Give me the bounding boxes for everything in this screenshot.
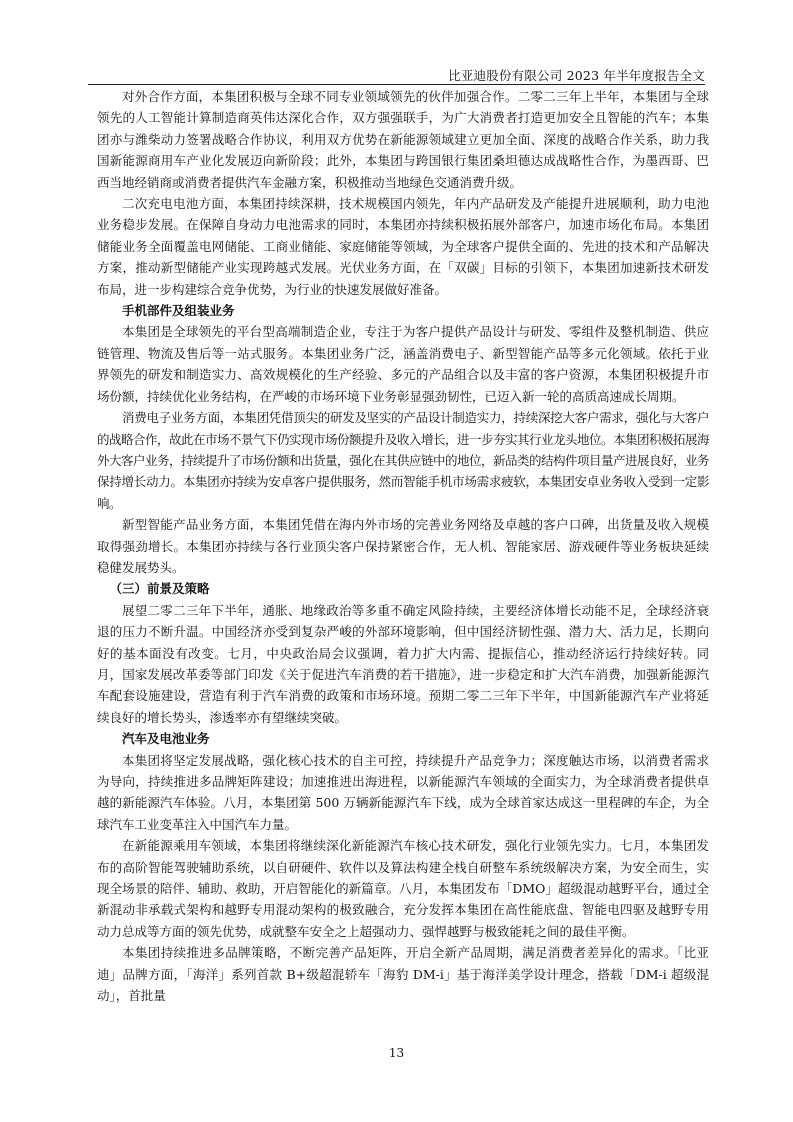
page-number: 13 <box>388 1046 405 1060</box>
paragraph-passenger-vehicles: 在新能源乘用车领域，本集团将继续深化新能源汽车核心技术研发，强化行业领先实力。七月，本集团发布的高阶智能驾驶辅助系统，以自研硬件、软件以及算法构建全栈自研整车系统级解决方案，为安全而生，实现全场景的陪伴、辅助、救助，开启智能化的新篇章。八月，本集团发布「DMO」超级混动越野平台，通过全新混动非承载式架构和越野专用混动架构的极致融合，充分发挥本集团在高性能底盘、智能电四驱及越野专用动力总成等方面的领先优势，成就整车安全之上超强动力、强悍越野与极致能耗之间的最佳平衡。 <box>97 838 709 939</box>
paragraph-overseas-cooperation: 对外合作方面，本集团积极与全球不同专业领域领先的伙伴加强合作。二零二三年上半年，本集团与全球领先的人工智能计算制造商英伟达深化合作，双方强强联手，为广大消费者打造更加安全且智能的汽车；本集团亦与潍柴动力签署战略合作协议，利用双方优势在新能源领域建立更加全面、深度的战略合作关系，助力我国新能源商用车产业化发展迈向新阶段；此外，本集团与跨国银行集团桑坦德达成战略性合作，为墨西哥、巴西当地经销商或消费者提供汽车金融方案，积极推动当地绿色交通消费升级。 <box>97 89 709 190</box>
section-heading-auto-battery: 汽车及电池业务 <box>122 731 210 747</box>
paragraph-smart-products: 新型智能产品业务方面，本集团凭借在海内外市场的完善业务网络及卓越的客户口碑，出货量及收入规模取得强劲增长。本集团亦持续与各行业顶尖客户保持紧密合作，无人机、智能家居、游戏硬件等业务板块延续稳健发展势头。 <box>97 517 709 575</box>
paragraph-consumer-electronics: 消费电子业务方面，本集团凭借顶尖的研发及坚实的产品设计制造实力，持续深挖大客户需求，强化与大客户的战略合作，故此在市场不景气下仍实现市场份额提升及收入增长，进一步夯实其行业龙头地位。本集团积极拓展海外大客户业务，持续提升了市场份额和出货量，强化在其供应链中的地位，新品类的结构件项目量产进展良好，业务保持增长动力。本集团亦持续为安卓客户提供服务，然而智能手机市场需求疲软，本集团安卓业务收入受到一定影响。 <box>97 410 710 511</box>
section-heading-outlook-strategy: （三）前景及策略 <box>109 581 210 597</box>
report-header-title: 比亚迪股份有限公司 2023 年半年度报告全文 <box>448 68 705 83</box>
paragraph-auto-strategy: 本集团将坚定发展战略，强化核心技术的自主可控，持续提升产品竞争力；深度触达市场，以消费者需求为导向，持续推进多品牌矩阵建设；加速推进出海进程，以新能源汽车领域的全面实力，为全球消费者提供卓越的新能源汽车体验。八月，本集团第 500 万辆新能源汽车下线，成为全球首家达成这一里程碑的车企，为全球汽车工业变革注入中国汽车力量。 <box>97 752 709 832</box>
header-divider <box>88 84 705 85</box>
section-heading-phone-components: 手机部件及组装业务 <box>122 303 235 319</box>
report-body <box>97 86 709 1006</box>
paragraph-phone-overview: 本集团是全球领先的平台型高端制造企业，专注于为客户提供产品设计与研发、零组件及整机制造、供应链管理、物流及售后等一站式服务。本集团业务广泛，涵盖消费电子、新型智能产品等多元化领域。依托于业界领先的研发和制造实力、高效规模化的生产经验、多元的产品组合以及丰富的客户资源，本集团积极提升市场份额，持续优化业务结构，在严峻的市场环境下业务彰显强劲韧性，已迈入新一轮的高质高速成长周期。 <box>97 324 709 404</box>
paragraph-rechargeable-battery: 二次充电电池方面，本集团持续深耕，技术规模国内领先，年内产品研发及产能提升进展顺利，助力电池业务稳步发展。在保障自身动力电池需求的同时，本集团亦持续积极拓展外部客户，加速市场化布局。本集团储能业务全面覆盖电网储能、工商业储能、家庭储能等领域，为全球客户提供全面的、先进的技术和产品解决方案，推动新型储能产业实现跨越式发展。光伏业务方面，在「双碳」目标的引领下，本集团加速新技术研发布局，进一步构建综合竞争优势，为行业的快速发展做好准备。 <box>97 196 709 297</box>
paragraph-multi-brand: 本集团持续推进多品牌策略，不断完善产品矩阵，开启全新产品周期，满足消费者差异化的需求。「比亚迪」品牌方面，「海洋」系列首款 B+级超混轿车「海豹 DM-i」基于海洋美学设计理念，搭载「DM-i 超级混动」，首批量 <box>97 945 709 1004</box>
paragraph-outlook: 展望二零二三年下半年，通胀、地缘政治等多重不确定风险持续，主要经济体增长动能不足，全球经济衰退的压力不断升温。中国经济亦受到复杂严峻的外部环境影响，但中国经济韧性强、潜力大、活力足，长期向好的基本面没有改变。七月，中央政治局会议强调，着力扩大内需、提振信心，推动经济运行持续好转。同月，国家发展改革委等部门印发《关于促进汽车消费的若干措施》，进一步稳定和扩大汽车消费，加强新能源汽车配套设施建设，营造有利于汽车消费的政策和市场环境。预期二零二三年下半年，中国新能源汽车产业将延续良好的增长势头，渗透率亦有望继续突破。 <box>97 602 709 725</box>
